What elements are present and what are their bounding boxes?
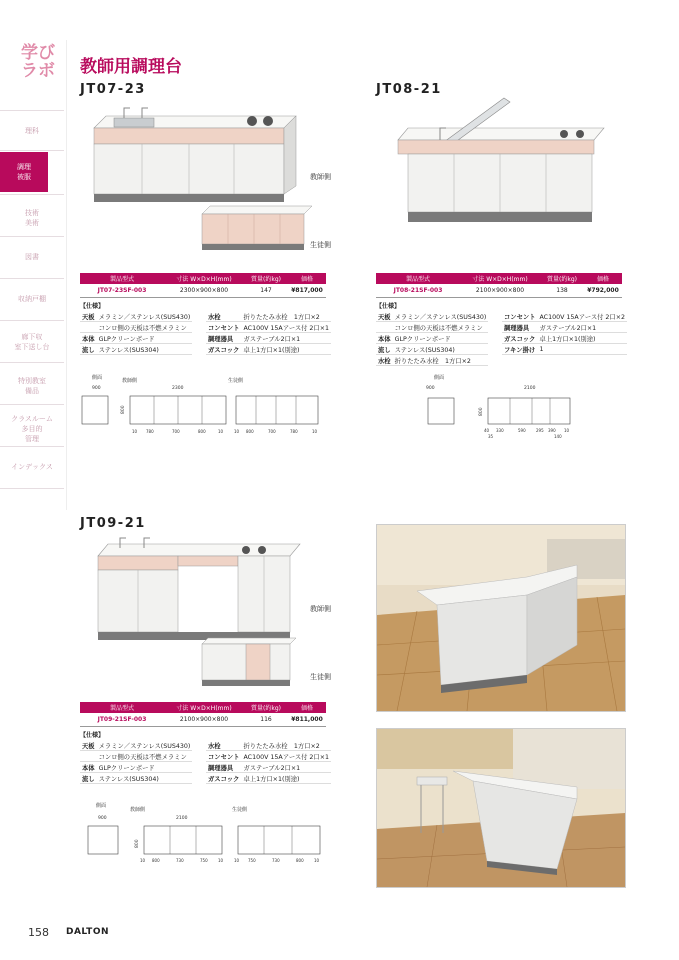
- dim-height: 800: [479, 407, 484, 416]
- jt07-product-illustration: [84, 104, 324, 254]
- sidebar-item-label: 特別教室 備品: [18, 377, 46, 395]
- spec-value: メラミン／ステンレス(SUS430): [97, 740, 193, 751]
- spec-value: メラミン／ステンレス(SUS430): [393, 311, 489, 322]
- spec-label: 【仕様】: [80, 732, 105, 739]
- dim-bottom: 750: [248, 858, 256, 863]
- spec-value: ステンレス(SUS304): [393, 344, 489, 355]
- spec-value: ガステーブル2口×1: [241, 333, 331, 344]
- sidebar-rule: [0, 446, 64, 447]
- spec-value: 1: [537, 344, 627, 355]
- jt07-spec-table: [80, 273, 326, 298]
- dim-width: 2100: [524, 386, 536, 391]
- dim-bottom: 800: [152, 858, 160, 863]
- dim-bottom: 295: [536, 428, 544, 433]
- spec-key: フキン掛け: [502, 344, 537, 355]
- teacher-side-label: 教師側: [310, 605, 331, 613]
- sidebar-item-storage[interactable]: [0, 294, 64, 304]
- dim-bottom: 10: [218, 858, 224, 863]
- header-weight: 質量(約kg): [244, 273, 288, 284]
- sidebar-title: [8, 44, 68, 80]
- weight: 138: [540, 284, 584, 298]
- sidebar-divider: [66, 40, 67, 510]
- sidebar-rule: [0, 194, 64, 195]
- spec-key: 本体: [80, 333, 97, 344]
- spec-value: GLPクリーンボード: [97, 762, 193, 773]
- header-model: 製品型式: [80, 273, 164, 284]
- jt08-spec-right: [502, 311, 627, 355]
- spec-value: 卓上1方口×1(別途): [241, 773, 331, 784]
- spec-value: AC100V 15Aアース付 2口×2: [537, 311, 627, 322]
- spec-value: ガステーブル2口×1: [537, 322, 627, 333]
- spec-value: 折りたたみ水栓 1方口×2: [241, 740, 331, 751]
- model-heading-jt09: JT09-21: [80, 516, 146, 531]
- classroom-photo-1: [376, 524, 626, 712]
- dim-height: 800: [121, 405, 126, 414]
- sidebar-item-classroom[interactable]: [0, 414, 64, 444]
- dim-bottom: 330: [496, 428, 504, 433]
- sidebar-item-technology[interactable]: [0, 208, 64, 228]
- sidebar-rule: [0, 236, 64, 237]
- dim-depth: 900: [98, 816, 107, 821]
- spec-value: コンロ側の天板は不燃メラミン: [393, 322, 489, 333]
- jt09-spec-table: [80, 702, 326, 727]
- spec-key: 流し: [80, 344, 97, 355]
- sidebar-rule: [0, 278, 64, 279]
- sidebar-item-index[interactable]: [0, 462, 64, 472]
- page-title: 教師用調理台: [80, 57, 182, 77]
- sidebar-item-label: インデックス: [11, 463, 53, 471]
- spec-value: 折りたたみ水栓 1方口×2: [241, 311, 331, 322]
- side-view-label: 側面: [92, 375, 103, 381]
- spec-key: [80, 322, 97, 333]
- jt09-dimension-drawings: [80, 800, 330, 866]
- sidebar-title-line1: 学び: [21, 43, 55, 63]
- sidebar-rule: [0, 488, 64, 489]
- student-side-drawing-label: 生徒側: [228, 378, 244, 384]
- header-weight: 質量(約kg): [244, 702, 288, 713]
- sidebar-rule: [0, 362, 64, 363]
- dim-bottom: 10: [218, 429, 224, 434]
- jt08-product-illustration: [394, 96, 614, 236]
- sidebar-item-label: 図書: [25, 253, 39, 261]
- dim-bottom: 390: [548, 428, 556, 433]
- dim-height: 800: [135, 839, 140, 848]
- sidebar-rule: [0, 110, 64, 111]
- spec-value: コンロ側の天板は不燃メラミン: [97, 751, 193, 762]
- sidebar-item-special[interactable]: [0, 376, 64, 396]
- spec-key: 本体: [376, 333, 393, 344]
- dim-bottom: 800: [296, 858, 304, 863]
- header-size: 寸法 W×D×H(mm): [460, 273, 540, 284]
- dim-bottom: 590: [518, 428, 526, 433]
- jt09-product-illustration: [94, 534, 314, 694]
- page-number: 158: [28, 926, 49, 939]
- dim-bottom: 35: [488, 434, 494, 439]
- dim-depth: 900: [426, 386, 435, 391]
- weight: 147: [244, 284, 288, 298]
- header-size: 寸法 W×D×H(mm): [164, 273, 244, 284]
- student-side-drawing-label: 生徒側: [232, 807, 248, 813]
- spec-key: 調理器具: [206, 333, 241, 344]
- spec-value: ステンレス(SUS304): [97, 344, 193, 355]
- spec-key: 天板: [376, 311, 393, 322]
- dim-bottom: 700: [268, 429, 276, 434]
- spec-key: ガスコック: [206, 344, 241, 355]
- spec-key: コンセント: [502, 311, 537, 322]
- sidebar-item-label: 理科: [25, 127, 39, 135]
- dim-bottom: 10: [140, 858, 146, 863]
- sidebar-item-science[interactable]: [0, 126, 64, 136]
- dim-bottom: 750: [200, 858, 208, 863]
- header-price: 価格: [288, 702, 326, 713]
- spec-label: 【仕様】: [80, 303, 105, 310]
- spec-key: 水栓: [206, 311, 241, 322]
- jt07-spec-left: [80, 311, 192, 355]
- sidebar-item-label: クラスルーム 多目的 管理: [11, 415, 53, 443]
- spec-key: 調理器具: [502, 322, 537, 333]
- dim-bottom: 800: [198, 429, 206, 434]
- spec-key: 水栓: [206, 740, 241, 751]
- dimensions: 2100×900×800: [460, 284, 540, 298]
- sidebar-item-library[interactable]: [0, 252, 64, 262]
- sidebar-rule: [0, 404, 64, 405]
- spec-value: AC100V 15Aアース付 2口×1: [241, 751, 331, 762]
- jt08-spec-table: [376, 273, 622, 298]
- sidebar-item-corridor[interactable]: [0, 332, 64, 352]
- jt08-dimension-drawings: [420, 372, 580, 444]
- dim-bottom: 10: [234, 429, 240, 434]
- spec-value: GLPクリーンボード: [97, 333, 193, 344]
- spec-value: メラミン／ステンレス(SUS430): [97, 311, 193, 322]
- spec-key: ガスコック: [206, 773, 241, 784]
- dim-bottom: 40: [484, 428, 490, 433]
- spec-value: 折りたたみ水栓 1方口×2: [393, 355, 489, 366]
- model-heading-jt07: JT07-23: [80, 82, 146, 97]
- dimensions: 2300×900×800: [164, 284, 244, 298]
- spec-key: コンセント: [206, 751, 241, 762]
- side-view-label: 側面: [434, 375, 445, 381]
- sidebar-item-label: 収納戸棚: [18, 295, 46, 303]
- model-heading-jt08: JT08-21: [376, 82, 442, 97]
- spec-key: 調理器具: [206, 762, 241, 773]
- header-model: 製品型式: [376, 273, 460, 284]
- header-weight: 質量(約kg): [540, 273, 584, 284]
- dalton-logo: DALTON: [66, 927, 110, 937]
- weight: 116: [244, 713, 288, 727]
- spec-key: 天板: [80, 740, 97, 751]
- spec-key: 本体: [80, 762, 97, 773]
- jt07-dimension-drawings: [80, 372, 330, 438]
- price: ¥792,000: [584, 284, 622, 298]
- dim-bottom: 780: [146, 429, 154, 434]
- spec-key: 流し: [80, 773, 97, 784]
- spec-value: AC100V 15Aアース付 2口×1: [241, 322, 331, 333]
- spec-label: 【仕様】: [376, 303, 401, 310]
- dim-bottom: 10: [312, 429, 318, 434]
- price: ¥817,000: [288, 284, 326, 298]
- teacher-side-drawing-label: 教師側: [130, 807, 146, 813]
- spec-value: 卓上1方口×1(別途): [241, 344, 331, 355]
- header-price: 価格: [584, 273, 622, 284]
- spec-key: ガスコック: [502, 333, 537, 344]
- teacher-side-drawing-label: 教師側: [122, 378, 138, 384]
- sidebar-item-label: 調理 被服: [17, 163, 31, 181]
- teacher-side-label: 教師側: [310, 173, 331, 181]
- dim-bottom: 730: [272, 858, 280, 863]
- sidebar-rule: [0, 150, 64, 151]
- spec-key: 水栓: [376, 355, 393, 366]
- spec-value: コンロ側の天板は不燃メラミン: [97, 322, 193, 333]
- spec-value: GLPクリーンボード: [393, 333, 489, 344]
- dim-width: 2300: [172, 386, 184, 391]
- dim-bottom: 10: [564, 428, 570, 433]
- model-code: JT09-21SF-003: [80, 713, 164, 727]
- sidebar-item-cooking[interactable]: [0, 152, 48, 192]
- dim-bottom: 140: [554, 434, 562, 439]
- spec-key: 天板: [80, 311, 97, 322]
- spec-key: [80, 751, 97, 762]
- sidebar-item-label: 技術 美術: [25, 209, 39, 227]
- dim-width: 2100: [176, 816, 188, 821]
- dim-bottom: 730: [176, 858, 184, 863]
- sidebar-item-label: 廊下収 室下送し台: [14, 333, 50, 351]
- dim-bottom: 10: [314, 858, 320, 863]
- jt07-spec-right: [206, 311, 331, 355]
- student-side-label: 生徒側: [310, 673, 331, 681]
- spec-key: 流し: [376, 344, 393, 355]
- sidebar-title-line2: ラボ: [21, 61, 55, 81]
- jt09-spec-right: [206, 740, 331, 784]
- side-view-label: 側面: [96, 803, 107, 809]
- spec-key: コンセント: [206, 322, 241, 333]
- header-size: 寸法 W×D×H(mm): [164, 702, 244, 713]
- spec-key: [376, 322, 393, 333]
- model-code: JT07-23SF-003: [80, 284, 164, 298]
- spec-value: 卓上1方口×1(別途): [537, 333, 627, 344]
- classroom-photo-2: [376, 728, 626, 888]
- jt09-spec-left: [80, 740, 192, 784]
- price: ¥811,000: [288, 713, 326, 727]
- dim-bottom: 780: [290, 429, 298, 434]
- header-model: 製品型式: [80, 702, 164, 713]
- dim-bottom: 10: [234, 858, 240, 863]
- dim-bottom: 800: [246, 429, 254, 434]
- dimensions: 2100×900×800: [164, 713, 244, 727]
- sidebar-rule: [0, 320, 64, 321]
- dim-bottom: 10: [132, 429, 138, 434]
- jt08-spec-left: [376, 311, 488, 366]
- dim-bottom: 700: [172, 429, 180, 434]
- spec-value: ステンレス(SUS304): [97, 773, 193, 784]
- model-code: JT08-21SF-003: [376, 284, 460, 298]
- student-side-label: 生徒側: [310, 241, 331, 249]
- dim-depth: 900: [92, 386, 101, 391]
- header-price: 価格: [288, 273, 326, 284]
- spec-value: ガステーブル2口×1: [241, 762, 331, 773]
